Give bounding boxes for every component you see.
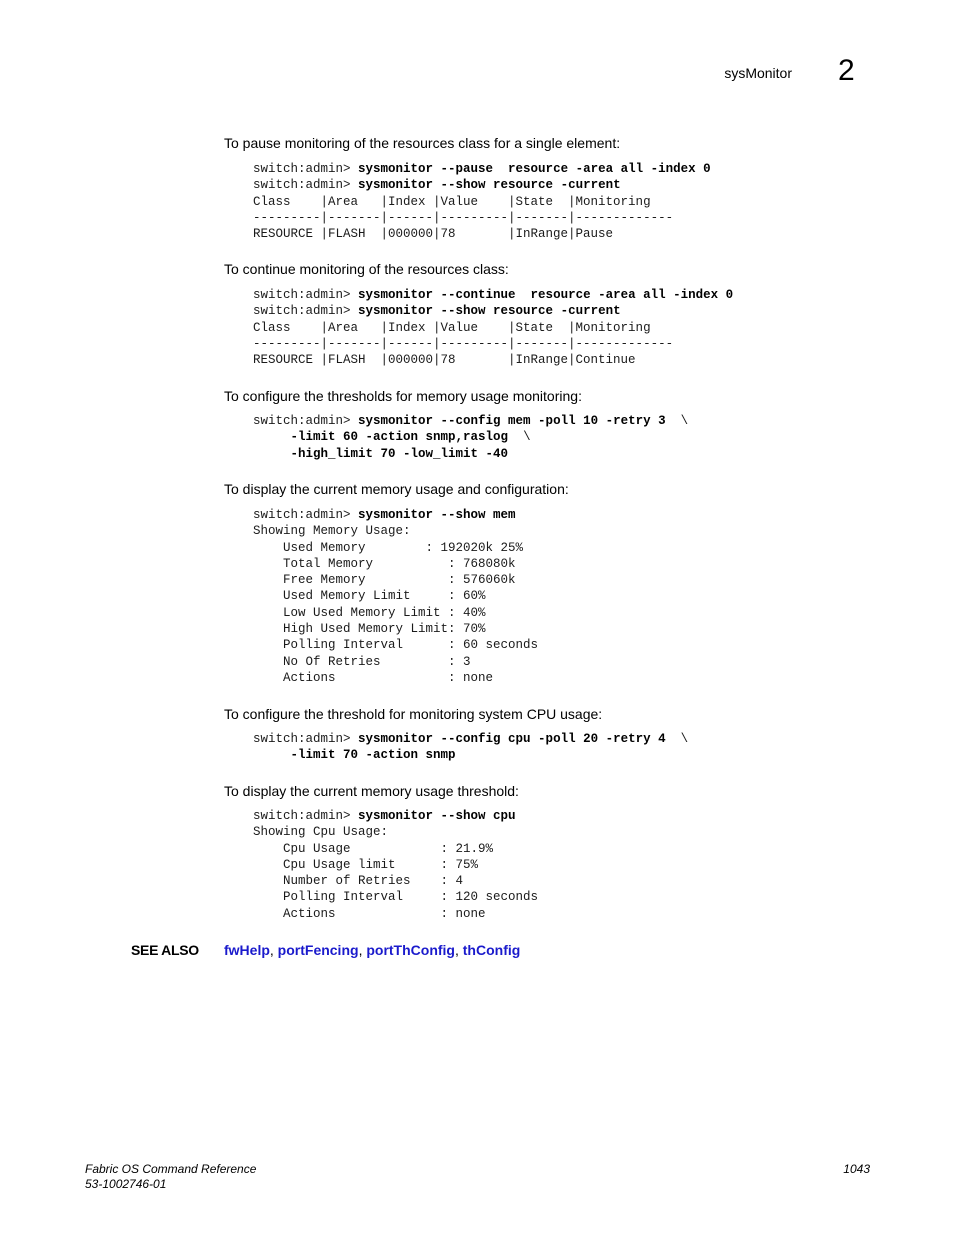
command-prompt: switch:admin> bbox=[253, 288, 359, 302]
code-block-show-mem bbox=[253, 507, 538, 686]
command-prompt: switch:admin> bbox=[253, 414, 359, 428]
command-prompt bbox=[253, 447, 291, 461]
see-also-link-fwhelp[interactable]: fwHelp bbox=[224, 942, 270, 958]
command-line bbox=[253, 288, 733, 302]
code-block-show-cpu bbox=[253, 808, 538, 922]
line-continuation: \ bbox=[665, 414, 689, 428]
command-line bbox=[253, 162, 711, 176]
intro-config-mem: To configure the thresholds for memory usage monitoring: bbox=[224, 388, 582, 404]
command-text: sysmonitor --pause resource -area all -index 0 bbox=[358, 162, 711, 176]
intro-config-cpu: To configure the threshold for monitoring system CPU usage: bbox=[224, 706, 603, 722]
command-text: -limit 60 -action snmp,raslog bbox=[290, 430, 509, 445]
code-block-config-cpu bbox=[253, 731, 688, 764]
see-also-links bbox=[224, 942, 520, 958]
command-text: sysmonitor --show cpu bbox=[358, 809, 516, 823]
see-also-link-portthconfig[interactable]: portThConfig bbox=[366, 942, 455, 958]
intro-continue: To continue monitoring of the resources class: bbox=[224, 261, 509, 277]
command-text: sysmonitor --show resource -current bbox=[358, 304, 621, 319]
see-also-link-portfencing[interactable]: portFencing bbox=[277, 942, 359, 958]
command-line bbox=[253, 748, 456, 762]
command-line bbox=[253, 414, 688, 428]
footer-book-title: Fabric OS Command Reference bbox=[85, 1162, 257, 1176]
command-prompt: switch:admin> bbox=[253, 508, 359, 522]
command-prompt: switch:admin> bbox=[253, 809, 359, 823]
command-line bbox=[253, 304, 621, 318]
command-line bbox=[253, 508, 516, 522]
command-line bbox=[253, 178, 621, 192]
command-prompt: switch:admin> bbox=[253, 162, 359, 176]
command-prompt bbox=[253, 430, 291, 444]
intro-pause: To pause monitoring of the resources class for a single element: bbox=[224, 135, 621, 151]
footer-page-number: 1043 bbox=[843, 1162, 870, 1176]
command-text: -limit 70 -action snmp bbox=[290, 748, 456, 763]
code-block-config-mem bbox=[253, 413, 688, 462]
footer-doc-number: 53-1002746-01 bbox=[85, 1177, 167, 1191]
line-continuation: \ bbox=[508, 430, 531, 445]
command-prompt: switch:admin> bbox=[253, 178, 359, 193]
command-text: sysmonitor --config cpu -poll 20 -retry 4 bbox=[358, 732, 666, 746]
command-text: sysmonitor --config mem -poll 10 -retry 3 bbox=[358, 414, 666, 428]
command-text: sysmonitor --show resource -current bbox=[358, 178, 621, 193]
command-text: sysmonitor --continue resource -area all -index 0 bbox=[358, 288, 734, 302]
command-output: Class |Area |Index |Value |State |Monitoring ---------|-------|------|---------|-------|------------- RESOURCE |FLASH |000000|78 |InRange|Continue bbox=[253, 320, 674, 368]
command-line bbox=[253, 430, 531, 444]
intro-show-mem: To display the current memory usage and configuration: bbox=[224, 481, 569, 497]
command-output: Showing Cpu Usage: Cpu Usage : 21.9% Cpu Usage limit : 75% Number of Retries : 4 Polling Interval : 120 seconds Actions : none bbox=[253, 825, 539, 921]
command-output: Showing Memory Usage: Used Memory : 192020k 25% Total Memory : 768080k Free Memory : 576060k Used Memory Limit : 60% Low Used Memory Limit : 40% High Used Memory Limit: 70% Polling Interval : 60 seconds No Of Retries : 3 Actions : none bbox=[253, 524, 539, 685]
command-line bbox=[253, 447, 508, 461]
command-line bbox=[253, 732, 688, 746]
command-prompt: switch:admin> bbox=[253, 304, 359, 319]
see-also-label: SEE ALSO bbox=[131, 942, 199, 958]
line-continuation: \ bbox=[665, 732, 689, 746]
see-also-link-thconfig[interactable]: thConfig bbox=[462, 942, 521, 958]
intro-show-cpu: To display the current memory usage threshold: bbox=[224, 783, 519, 799]
code-block-continue bbox=[253, 287, 733, 368]
command-text: sysmonitor --show mem bbox=[358, 508, 516, 522]
chapter-number: 2 bbox=[838, 54, 855, 87]
running-header-title: sysMonitor bbox=[724, 65, 792, 81]
link-separator: , bbox=[454, 942, 463, 958]
command-output: Class |Area |Index |Value |State |Monitoring ---------|-------|------|---------|-------|------------- RESOURCE |FLASH |000000|78 |InRange|Pause bbox=[253, 194, 674, 242]
link-separator: , bbox=[358, 942, 367, 958]
command-text: -high_limit 70 -low_limit -40 bbox=[290, 446, 509, 461]
link-separator: , bbox=[269, 942, 278, 958]
command-line bbox=[253, 809, 516, 823]
command-prompt: switch:admin> bbox=[253, 732, 359, 746]
code-block-pause bbox=[253, 161, 711, 242]
command-prompt bbox=[253, 748, 291, 762]
